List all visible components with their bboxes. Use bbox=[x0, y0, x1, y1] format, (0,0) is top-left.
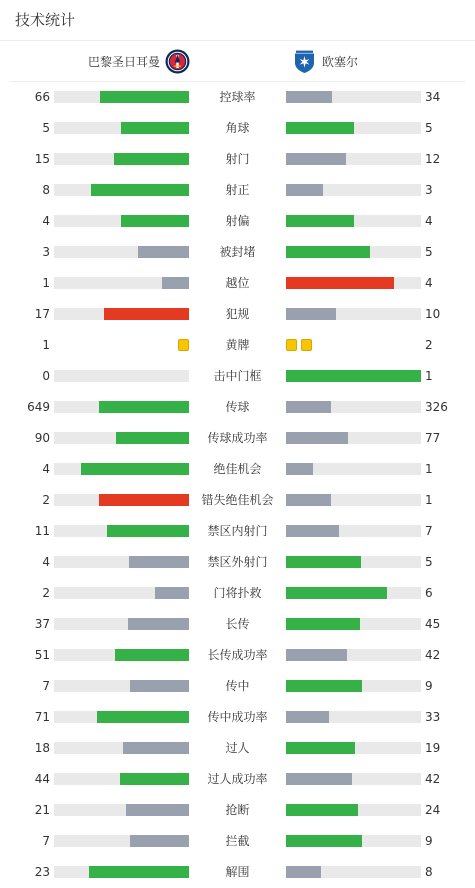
home-bar bbox=[138, 246, 189, 258]
away-value: 45 bbox=[425, 617, 441, 631]
home-value: 7 bbox=[42, 679, 50, 693]
home-value: 66 bbox=[34, 90, 50, 104]
away-bar bbox=[286, 587, 387, 599]
home-value: 8 bbox=[42, 183, 50, 197]
home-value: 18 bbox=[34, 741, 50, 755]
stat-row bbox=[0, 144, 475, 175]
stat-row bbox=[0, 206, 475, 237]
away-bar bbox=[286, 153, 346, 165]
teams-row bbox=[10, 41, 465, 82]
home-bar-track bbox=[54, 618, 189, 630]
stat-label: 击中门框 bbox=[213, 369, 262, 383]
home-bar bbox=[100, 91, 189, 103]
away-bar bbox=[286, 649, 347, 661]
home-bar bbox=[120, 773, 189, 785]
away-bar bbox=[286, 184, 323, 196]
stat-label: 犯规 bbox=[225, 307, 250, 321]
home-bar-track bbox=[54, 432, 189, 444]
auxerre-crest-icon bbox=[292, 49, 317, 74]
home-value: 2 bbox=[42, 586, 50, 600]
home-bar-track bbox=[54, 184, 189, 196]
home-value: 4 bbox=[42, 555, 50, 569]
stat-label: 绝佳机会 bbox=[213, 462, 262, 476]
away-value: 33 bbox=[425, 710, 441, 724]
home-bar bbox=[107, 525, 189, 537]
home-value: 11 bbox=[34, 524, 50, 538]
stat-label: 错失绝佳机会 bbox=[201, 493, 274, 507]
home-bar-track bbox=[54, 649, 189, 661]
away-bar bbox=[286, 122, 354, 134]
stat-row bbox=[0, 826, 475, 857]
away-value: 8 bbox=[425, 865, 433, 879]
home-bar bbox=[81, 463, 189, 475]
home-bar bbox=[129, 556, 189, 568]
stat-row bbox=[0, 640, 475, 671]
home-value: 7 bbox=[42, 834, 50, 848]
stat-row bbox=[0, 795, 475, 826]
away-value: 1 bbox=[425, 462, 433, 476]
stat-row bbox=[0, 175, 475, 206]
home-bar-track bbox=[54, 308, 189, 320]
away-bar bbox=[286, 370, 421, 382]
away-bar-track bbox=[286, 308, 421, 320]
away-value: 5 bbox=[425, 555, 433, 569]
away-bar-track bbox=[286, 246, 421, 258]
away-bar bbox=[286, 835, 362, 847]
yellow-card-icon bbox=[286, 339, 297, 351]
home-value: 17 bbox=[34, 307, 50, 321]
home-bar-track bbox=[54, 587, 189, 599]
away-bar bbox=[286, 773, 352, 785]
away-bar bbox=[286, 618, 360, 630]
away-value: 5 bbox=[425, 245, 433, 259]
home-bar-track bbox=[54, 215, 189, 227]
away-value: 6 bbox=[425, 586, 433, 600]
home-value: 4 bbox=[42, 462, 50, 476]
home-bar-track bbox=[54, 711, 189, 723]
away-value: 34 bbox=[425, 90, 441, 104]
away-value: 19 bbox=[425, 741, 441, 755]
stat-row bbox=[0, 702, 475, 733]
stat-label: 传球成功率 bbox=[207, 431, 268, 445]
away-value: 3 bbox=[425, 183, 433, 197]
stat-label: 门将扑救 bbox=[213, 586, 262, 600]
home-bar bbox=[99, 401, 189, 413]
home-bar bbox=[126, 804, 189, 816]
home-value: 0 bbox=[42, 369, 50, 383]
stat-row bbox=[0, 82, 475, 113]
away-bar bbox=[286, 308, 336, 320]
stat-row bbox=[0, 547, 475, 578]
home-value: 44 bbox=[34, 772, 50, 786]
stat-row bbox=[0, 392, 475, 423]
yellow-card-icon bbox=[301, 339, 312, 351]
away-value: 5 bbox=[425, 121, 433, 135]
home-value: 71 bbox=[34, 710, 50, 724]
away-value: 9 bbox=[425, 834, 433, 848]
away-value: 9 bbox=[425, 679, 433, 693]
stat-row bbox=[0, 237, 475, 268]
home-value: 15 bbox=[34, 152, 50, 166]
stat-row bbox=[0, 733, 475, 764]
stat-label: 长传成功率 bbox=[207, 648, 268, 662]
home-team-name: 巴黎圣日耳曼 bbox=[87, 54, 160, 69]
home-bar bbox=[99, 494, 189, 506]
away-bar bbox=[286, 866, 321, 878]
away-bar-track bbox=[286, 122, 421, 134]
away-bar bbox=[286, 556, 361, 568]
stat-row bbox=[0, 671, 475, 702]
away-bar-track bbox=[286, 277, 421, 289]
stat-label: 抢断 bbox=[225, 803, 250, 817]
away-bar-track bbox=[286, 680, 421, 692]
away-value: 10 bbox=[425, 307, 441, 321]
stat-label: 禁区外射门 bbox=[207, 555, 268, 569]
home-bar bbox=[114, 153, 189, 165]
away-bar bbox=[286, 91, 332, 103]
away-bar bbox=[286, 401, 331, 413]
away-bar bbox=[286, 463, 313, 475]
home-value: 4 bbox=[42, 214, 50, 228]
stat-label: 传中 bbox=[225, 679, 250, 693]
home-bar-track bbox=[54, 463, 189, 475]
away-value: 7 bbox=[425, 524, 433, 538]
away-bar bbox=[286, 494, 331, 506]
stat-row bbox=[0, 578, 475, 609]
yellow-card-icon bbox=[178, 339, 189, 351]
stat-label: 射门 bbox=[225, 152, 250, 166]
stat-row bbox=[0, 113, 475, 144]
home-bar bbox=[104, 308, 189, 320]
stats-list bbox=[0, 82, 475, 888]
away-bar-track bbox=[286, 618, 421, 630]
stat-label: 射偏 bbox=[225, 214, 250, 228]
home-bar-track bbox=[54, 153, 189, 165]
away-bar-track bbox=[286, 525, 421, 537]
away-bar bbox=[286, 680, 362, 692]
away-value: 12 bbox=[425, 152, 441, 166]
away-bar-track bbox=[286, 587, 421, 599]
away-team-name: 欧塞尔 bbox=[322, 54, 359, 69]
home-bar-track bbox=[54, 401, 189, 413]
home-bar-track bbox=[54, 370, 189, 382]
home-bar-track bbox=[54, 680, 189, 692]
psg-crest-icon bbox=[165, 49, 190, 74]
away-value: 77 bbox=[425, 431, 441, 445]
home-bar-track bbox=[54, 277, 189, 289]
away-bar-track bbox=[286, 649, 421, 661]
home-bar bbox=[162, 277, 189, 289]
stat-row bbox=[0, 516, 475, 547]
stat-label: 传中成功率 bbox=[207, 710, 268, 724]
away-value: 2 bbox=[425, 338, 433, 352]
away-bar-track bbox=[286, 463, 421, 475]
page-title: 技术统计 bbox=[15, 11, 76, 29]
home-bar-track bbox=[54, 556, 189, 568]
stat-label: 过人成功率 bbox=[207, 772, 268, 786]
stat-label: 过人 bbox=[225, 741, 250, 755]
away-bar bbox=[286, 277, 394, 289]
away-bar bbox=[286, 246, 370, 258]
home-value: 649 bbox=[27, 400, 50, 414]
stat-label: 拦截 bbox=[225, 834, 250, 848]
away-value: 1 bbox=[425, 493, 433, 507]
home-bar bbox=[155, 587, 189, 599]
away-yellow-cards bbox=[286, 339, 316, 351]
stat-label: 禁区内射门 bbox=[207, 524, 268, 538]
home-bar-track bbox=[54, 246, 189, 258]
home-bar bbox=[115, 649, 189, 661]
away-bar bbox=[286, 432, 348, 444]
home-bar-track bbox=[54, 122, 189, 134]
home-bar-track bbox=[54, 866, 189, 878]
stat-label: 长传 bbox=[225, 617, 250, 631]
home-value: 90 bbox=[34, 431, 50, 445]
home-value: 21 bbox=[34, 803, 50, 817]
stats-header bbox=[0, 0, 475, 41]
stat-row bbox=[0, 330, 475, 361]
away-bar bbox=[286, 215, 354, 227]
stat-label: 射正 bbox=[225, 183, 250, 197]
stat-row bbox=[0, 299, 475, 330]
away-bar bbox=[286, 711, 329, 723]
away-bar-track bbox=[286, 184, 421, 196]
stat-row bbox=[0, 857, 475, 888]
home-value: 23 bbox=[34, 865, 50, 879]
stat-label: 角球 bbox=[225, 121, 250, 135]
away-bar-track bbox=[286, 835, 421, 847]
home-bar bbox=[97, 711, 189, 723]
away-bar-track bbox=[286, 804, 421, 816]
home-value: 37 bbox=[34, 617, 50, 631]
stat-row bbox=[0, 485, 475, 516]
away-bar-track bbox=[286, 866, 421, 878]
home-yellow-cards bbox=[174, 339, 189, 351]
home-bar bbox=[130, 680, 189, 692]
away-value: 326 bbox=[425, 400, 448, 414]
home-bar-track bbox=[54, 835, 189, 847]
away-team[interactable] bbox=[292, 49, 358, 74]
home-value: 1 bbox=[42, 276, 50, 290]
away-bar bbox=[286, 742, 355, 754]
away-bar-track bbox=[286, 556, 421, 568]
away-value: 42 bbox=[425, 772, 441, 786]
away-value: 4 bbox=[425, 214, 433, 228]
away-bar-track bbox=[286, 91, 421, 103]
away-value: 42 bbox=[425, 648, 441, 662]
home-bar bbox=[89, 866, 189, 878]
home-bar-track bbox=[54, 773, 189, 785]
away-value: 24 bbox=[425, 803, 441, 817]
home-value: 5 bbox=[42, 121, 50, 135]
away-bar-track bbox=[286, 215, 421, 227]
home-value: 51 bbox=[34, 648, 50, 662]
stat-label: 解围 bbox=[225, 865, 250, 879]
away-value: 4 bbox=[425, 276, 433, 290]
home-bar bbox=[116, 432, 189, 444]
home-bar bbox=[123, 742, 189, 754]
stat-label: 控球率 bbox=[219, 90, 256, 104]
away-value: 1 bbox=[425, 369, 433, 383]
away-bar-track bbox=[286, 432, 421, 444]
home-bar bbox=[128, 618, 189, 630]
home-bar bbox=[121, 215, 189, 227]
home-bar-track bbox=[54, 804, 189, 816]
stat-row bbox=[0, 268, 475, 299]
away-bar bbox=[286, 804, 358, 816]
away-bar bbox=[286, 525, 339, 537]
home-value: 2 bbox=[42, 493, 50, 507]
home-value: 3 bbox=[42, 245, 50, 259]
away-bar-track bbox=[286, 153, 421, 165]
home-bar bbox=[121, 122, 189, 134]
home-value: 1 bbox=[42, 338, 50, 352]
away-bar-track bbox=[286, 494, 421, 506]
home-bar-track bbox=[54, 494, 189, 506]
stat-label: 被封堵 bbox=[219, 245, 256, 259]
stat-row bbox=[0, 423, 475, 454]
home-bar-track bbox=[54, 525, 189, 537]
away-bar-track bbox=[286, 401, 421, 413]
stat-row bbox=[0, 454, 475, 485]
stat-row bbox=[0, 361, 475, 392]
home-bar-track bbox=[54, 742, 189, 754]
away-bar-track bbox=[286, 773, 421, 785]
home-bar bbox=[130, 835, 189, 847]
stat-label: 黄牌 bbox=[225, 338, 250, 352]
stat-label: 传球 bbox=[225, 400, 250, 414]
stat-label: 越位 bbox=[225, 276, 250, 290]
stat-row bbox=[0, 609, 475, 640]
away-bar-track bbox=[286, 742, 421, 754]
stat-row bbox=[0, 764, 475, 795]
home-bar-track bbox=[54, 91, 189, 103]
home-team[interactable] bbox=[88, 49, 190, 74]
home-bar bbox=[91, 184, 189, 196]
away-bar-track bbox=[286, 711, 421, 723]
away-bar-track bbox=[286, 370, 421, 382]
